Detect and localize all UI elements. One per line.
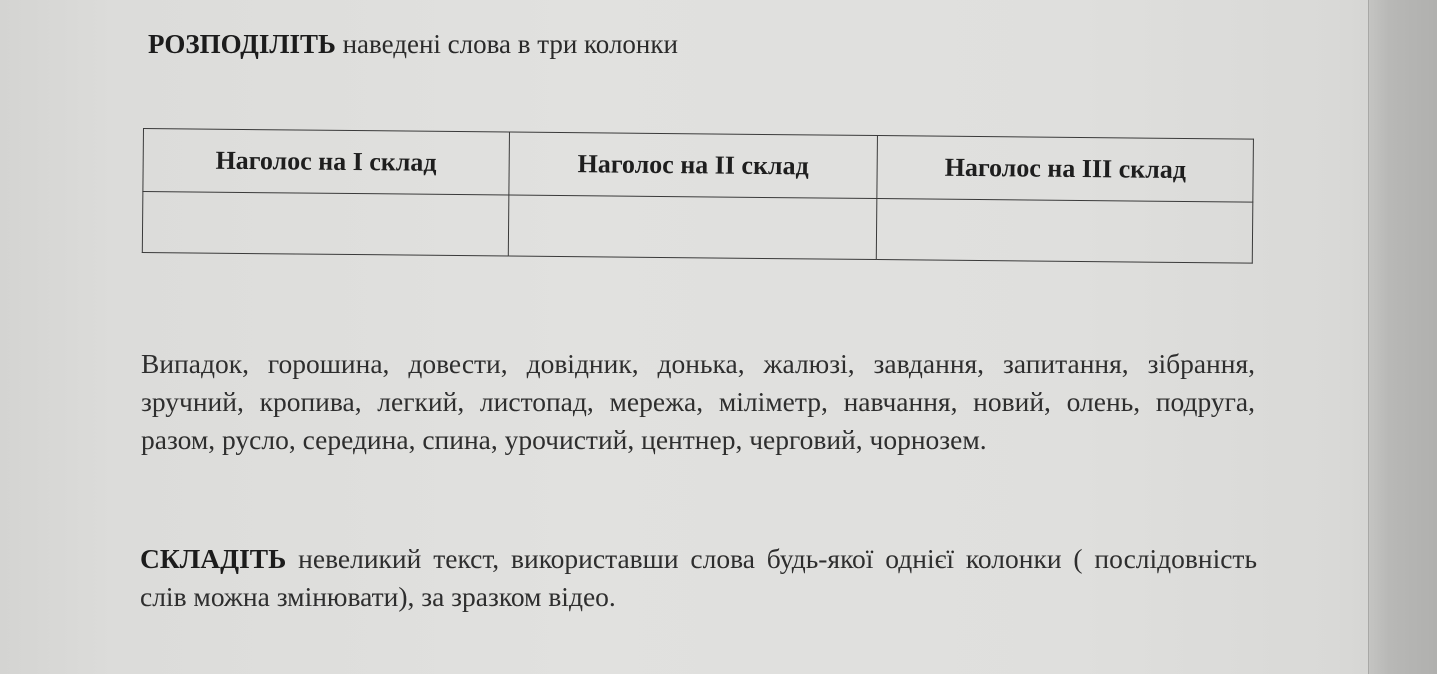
- stress-table: [142, 128, 1254, 264]
- task-distribute-instruction: [148, 24, 678, 64]
- word-list-paragraph: Випадок, горошина, довести, довідник, донька, жалюзі, завдання, запитання, зібрання, зручний, кропива, легкий, листопад, мережа, міліметр, навчання, новий, олень, подруга, разом, русло, середина, спина, урочистий, центнер, черговий, чорнозем.: [141, 348, 1255, 455]
- cell-stress-third-syllable: [877, 199, 1253, 264]
- header-stress-first-syllable: Наголос на І склад: [143, 129, 509, 196]
- task-distribute-verb: РОЗПОДІЛІТЬ: [148, 29, 336, 59]
- page-edge-shadow: [1368, 0, 1437, 674]
- task-compose-verb: СКЛАДІТЬ: [140, 543, 287, 574]
- cell-stress-second-syllable: [508, 195, 877, 260]
- header-stress-second-syllable: Наголос на ІІ склад: [509, 132, 878, 199]
- cell-stress-first-syllable: [142, 192, 508, 257]
- table-row: [142, 192, 1253, 264]
- task-distribute-text: наведені слова в три колонки: [335, 29, 678, 59]
- task-compose-text: невеликий текст, використавши слова будь-якої однієї колонки ( послідовність слів можна змінювати), за зразком відео.: [140, 543, 1257, 612]
- table-header-row: [143, 129, 1254, 203]
- task-compose-instruction: [140, 540, 1257, 616]
- header-stress-third-syllable: Наголос на ІІІ склад: [877, 136, 1253, 203]
